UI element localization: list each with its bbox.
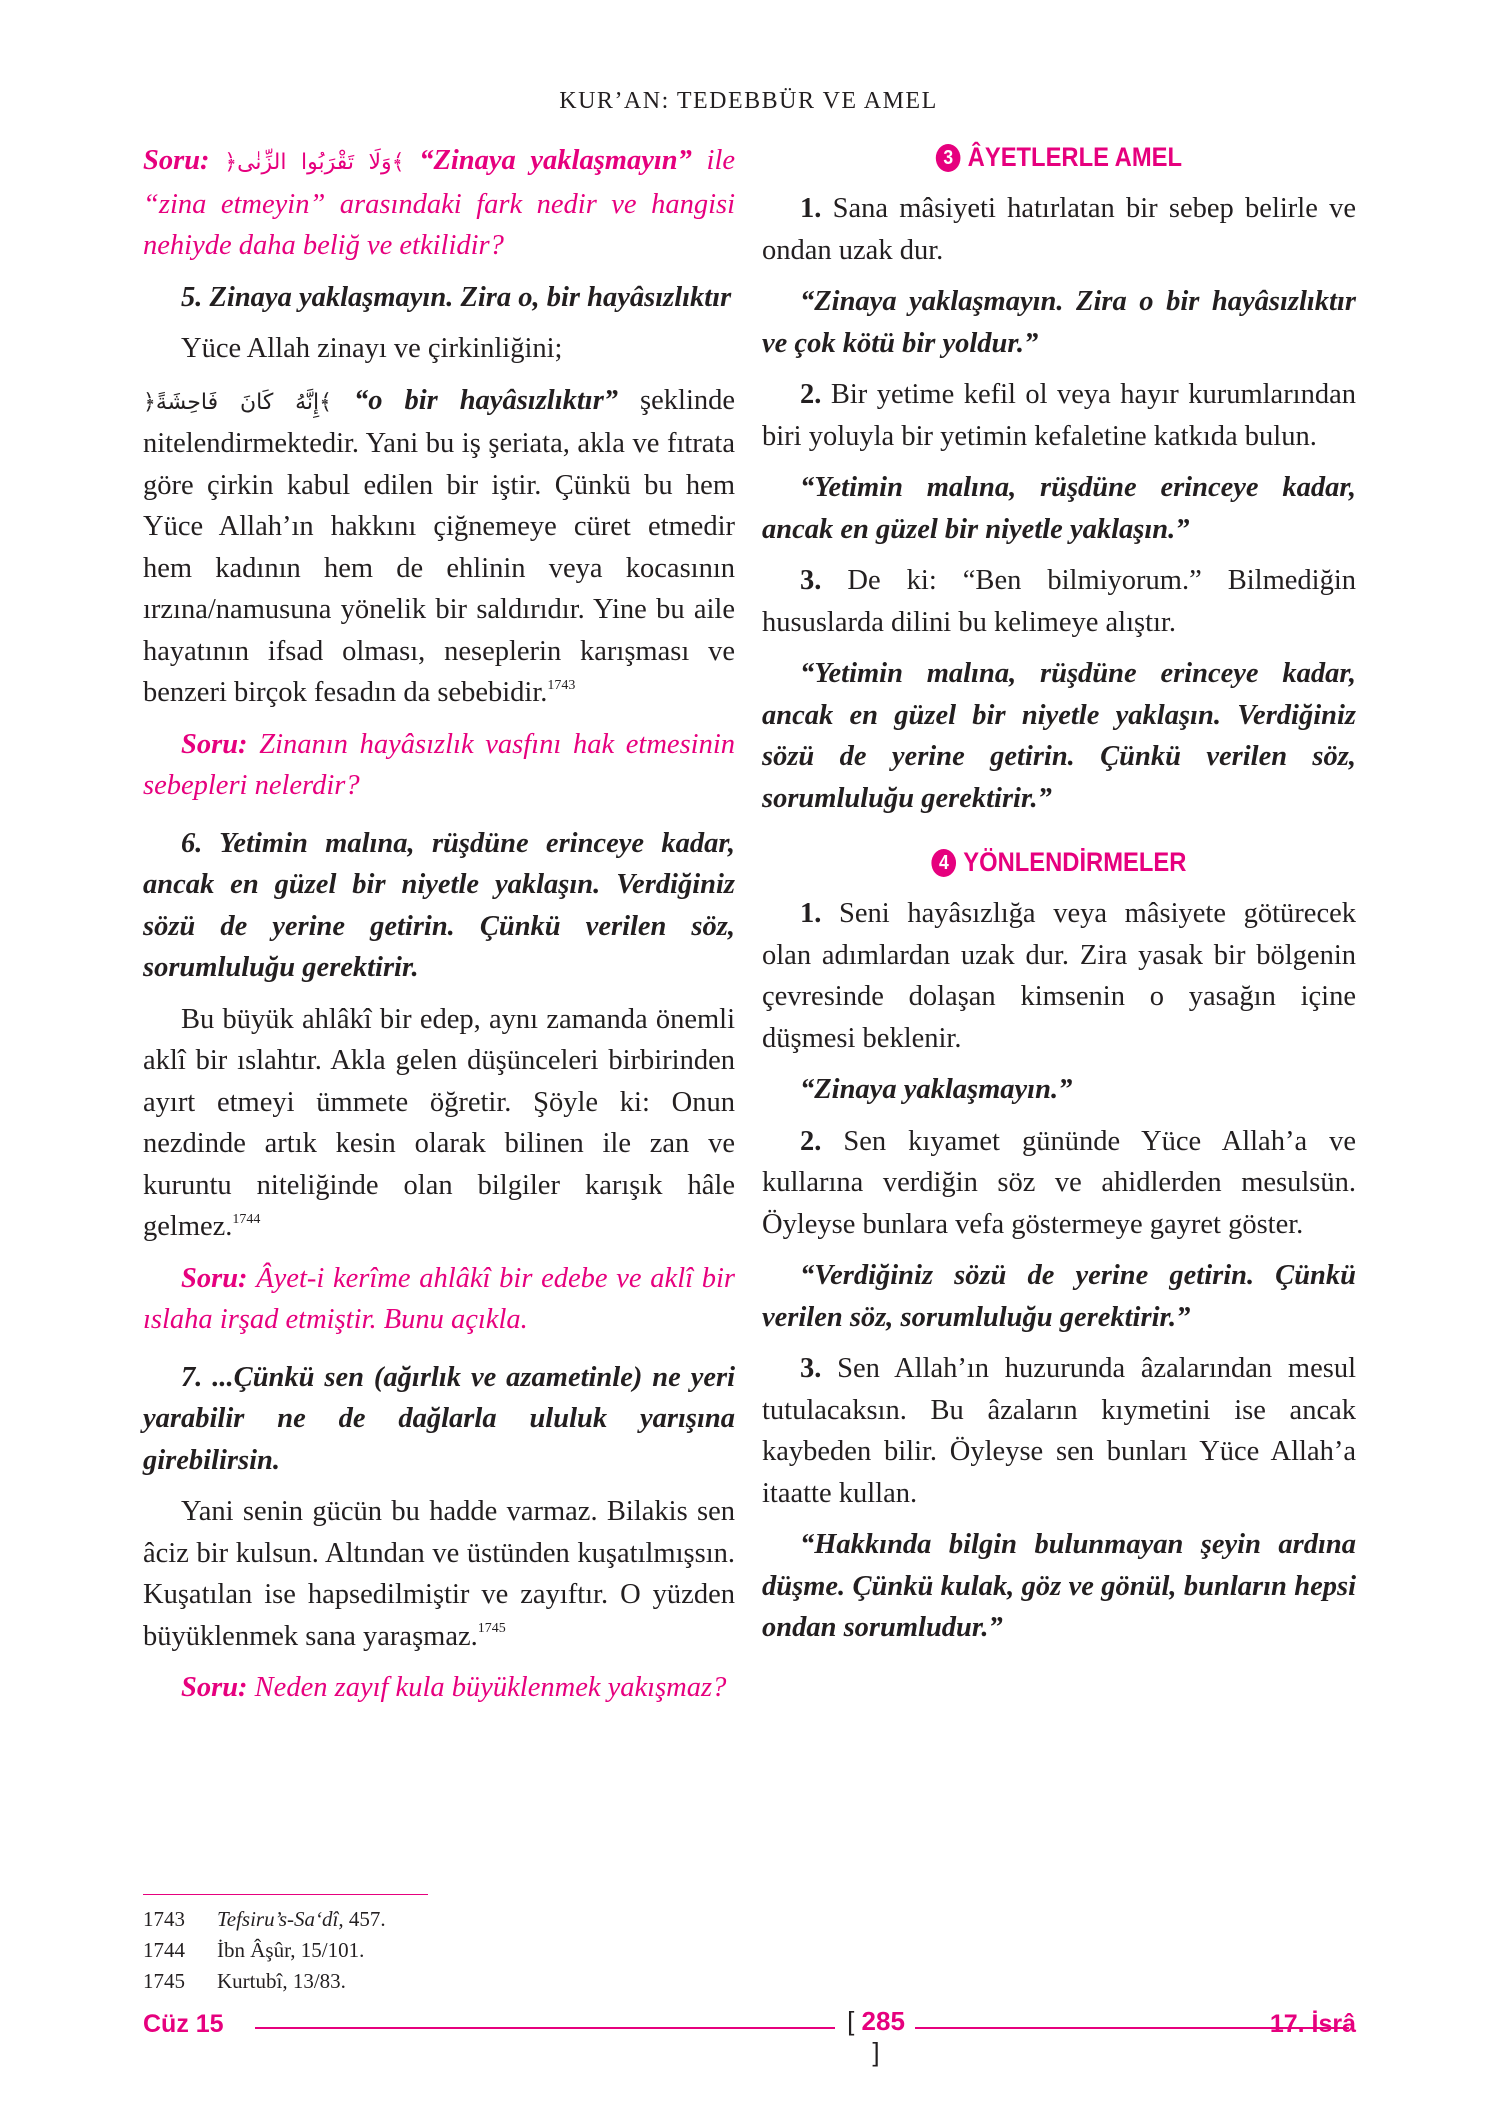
question-label: Soru: bbox=[181, 1672, 248, 1703]
page-number bbox=[843, 2006, 909, 2068]
footnote-page: 457. bbox=[348, 1907, 386, 1931]
footnote-ref[interactable]: 1743 bbox=[547, 677, 576, 693]
guidance-item-1 bbox=[762, 893, 1356, 1059]
item-text: Seni hayâsızlığa veya mâsiyete götürecek olan adımlardan uzak dur. Zira yasak bir bölgenin çevresinde dolaşan kimsenin o yasağın içine düşmesi beklenir. bbox=[762, 898, 1356, 1054]
item-text: Bir yetime kefil ol veya hayır kurumlarından biri yoluyla bir yetimin kefaletine katkıda bulun. bbox=[762, 379, 1357, 452]
paragraph-text: Yani senin gücün bu hadde varmaz. Bilakis sen âciz bir kulsun. Altından ve üstünden kuşatılmışsın. Kuşatılan ise hapsedilmiştir ve zayıftır. O yüzden büyüklenmek sana yaraşmaz. bbox=[143, 1496, 735, 1652]
amel-quote-1: “Zinaya yaklaşmayın. Zira o bir hayâsızlıktır ve çok kötü bir yoldur.” bbox=[762, 286, 1356, 359]
footnote-number: 1743 bbox=[143, 1907, 185, 1931]
bracket-open: [ bbox=[847, 2006, 855, 2036]
section-number-badge: 4 bbox=[932, 849, 957, 877]
right-column bbox=[762, 140, 1356, 1659]
question-quote: “Zinaya yaklaşmayın” bbox=[419, 145, 692, 176]
question-label: Soru: bbox=[181, 1262, 248, 1294]
amel-item-1 bbox=[762, 188, 1356, 271]
footnote-source: Tefsiru’s-Sa‘dî, bbox=[217, 1907, 344, 1931]
footnote bbox=[143, 1904, 843, 1935]
paragraph-text: Bu büyük ahlâkî bir edep, aynı zamanda önemli aklî bir ıslahtır. Akla gelen düşünceleri birbirinden ayırt etmeyi ümmete öğretir. Şöyle ki: Onun nezdinde artık kesin olarak bilinen ile zan ve kuruntu niteliğinde olan bilgiler karışık hâle gelmez. bbox=[143, 1003, 735, 1242]
bracket-close: ] bbox=[872, 2037, 880, 2067]
page-number-value: 285 bbox=[861, 2006, 905, 2036]
arabic-verse: ﴿إِنَّهُ كَانَ فَاحِشَةً﴾ bbox=[143, 389, 333, 415]
item-number: 2. bbox=[800, 1125, 822, 1157]
item-number: 2. bbox=[800, 379, 822, 410]
paragraph-text: şeklinde nitelendirmektedir. Yani bu iş şeriata, akla ve fıtrata göre çirkin kabul edilen bir iştir. Çünkü bu hem Yüce Allah’ın hakkını çiğnemeye cüret etmedir hem kadının hem de ehlinin veya kocasının ırzına/namusuna yönelik bir saldırıdır. Yine bu aile hayatının ifsad olması, neseplerin karışması ve benzeri birçok fesadın da sebebidir. bbox=[143, 384, 736, 708]
question-text: Âyet-i kerîme ahlâkî bir edebe ve aklî bir ıslaha irşad etmiştir. Bunu açıkla. bbox=[143, 1262, 735, 1335]
question-2 bbox=[143, 724, 735, 807]
guidance-item-2 bbox=[762, 1121, 1356, 1246]
footnote-number: 1744 bbox=[143, 1938, 185, 1962]
running-head: KUR’AN: TEDEBBÜR VE AMEL bbox=[559, 88, 938, 114]
verse-7-heading: 7. ...Çünkü sen (ağırlık ve azametinle) ne yeri yarabilir ne de dağlarla ululuk yarışına girebilirsin. bbox=[143, 1361, 735, 1476]
verse-6-heading: 6. Yetimin malına, rüşdüne erinceye kadar, ancak en güzel bir niyetle yaklaşın. Verdiğiniz sözü de yerine getirin. Çünkü verilen söz, sorumluluğu gerektirir. bbox=[143, 827, 735, 983]
inline-quote: “o bir hayâsızlıktır” bbox=[354, 384, 619, 416]
item-number: 3. bbox=[800, 1353, 822, 1384]
arabic-verse: ﴿وَلَا تَقْرَبُوا الزِّنٰى﴾ bbox=[224, 150, 405, 175]
question-text: ile “zina etmeyin” arasındaki fark nedir ve hangisi nehiyde daha beliğ ve etkilidir? bbox=[143, 145, 736, 261]
footer-rule-left bbox=[255, 2027, 835, 2029]
item-text: Sen kıyamet gününde Yüce Allah’a ve kullarına verdiğin söz ve ahidlerden mesulsün. Öyleyse bunlara vefa göstermeye gayret göster. bbox=[762, 1125, 1357, 1240]
section-title: ÂYETLERLE AMEL bbox=[967, 142, 1182, 172]
guidance-quote-1: “Zinaya yaklaşmayın.” bbox=[800, 1074, 1073, 1105]
question-text: Neden zayıf kula büyüklenmek yakışmaz? bbox=[254, 1672, 727, 1703]
question-label: Soru: bbox=[181, 728, 248, 760]
left-column bbox=[143, 140, 735, 1719]
guidance-item-3 bbox=[762, 1348, 1356, 1514]
amel-quote-3: “Yetimin malına, rüşdüne erinceye kadar, ancak en güzel bir niyetle yaklaşın. Verdiğiniz sözü de yerine getirin. Çünkü verilen söz, sorumluluğu gerektirir.” bbox=[762, 658, 1356, 814]
paragraph bbox=[143, 999, 735, 1248]
amel-item-3 bbox=[762, 560, 1356, 643]
juz-label: Cüz 15 bbox=[143, 2010, 224, 2038]
question-1 bbox=[143, 140, 735, 267]
question-3 bbox=[143, 1258, 735, 1341]
paragraph: Yüce Allah zinayı ve çirkinliğini; bbox=[181, 333, 563, 364]
footnote-ref[interactable]: 1744 bbox=[232, 1211, 261, 1227]
footnote-divider bbox=[143, 1894, 428, 1895]
guidance-quote-3: “Hakkında bilgin bulunmayan şeyin ardına düşme. Çünkü kulak, göz ve gönül, bunların hepsi ondan sorumludur.” bbox=[762, 1529, 1356, 1643]
footnote-number: 1745 bbox=[143, 1969, 185, 1993]
surah-label: 17. İsrâ bbox=[1269, 2010, 1356, 2038]
section-number-badge: 3 bbox=[936, 144, 961, 172]
footnotes bbox=[143, 1904, 843, 1997]
footnote bbox=[143, 1966, 843, 1997]
footnote-source: İbn Âşûr, 15/101. bbox=[217, 1938, 365, 1962]
section-3-heading bbox=[798, 140, 1321, 174]
question-label: Soru: bbox=[143, 145, 210, 176]
page-footer bbox=[143, 2006, 1356, 2067]
section-title: YÖNLENDİRMELER bbox=[963, 847, 1187, 877]
section-4-heading bbox=[798, 845, 1321, 879]
item-number: 3. bbox=[800, 565, 822, 596]
footnote-source: Kurtubî, 13/83. bbox=[217, 1969, 346, 1993]
item-number: 1. bbox=[800, 193, 822, 224]
paragraph bbox=[143, 1491, 735, 1657]
amel-item-2 bbox=[762, 374, 1356, 457]
item-text: De ki: “Ben bilmiyorum.” Bilmediğin hususlarda dilini bu kelimeye alıştır. bbox=[762, 565, 1357, 638]
verse-5-heading: 5. Zinaya yaklaşmayın. Zira o, bir hayâsızlıktır bbox=[181, 281, 732, 313]
amel-quote-2: “Yetimin malına, rüşdüne erinceye kadar, ancak en güzel bir niyetle yaklaşın.” bbox=[762, 472, 1356, 545]
item-text: Sen Allah’ın huzurunda âzalarından mesul tutulacaksın. Bu âzaların kıymetini ise ancak kaybeden bilir. Öyleyse sen bunları Yüce Allah’a itaatte kullan. bbox=[762, 1353, 1357, 1509]
footnote bbox=[143, 1935, 843, 1966]
item-text: Sana mâsiyeti hatırlatan bir sebep belirle ve ondan uzak dur. bbox=[762, 193, 1356, 266]
footnote-ref[interactable]: 1745 bbox=[477, 1621, 506, 1636]
guidance-quote-2: “Verdiğiniz sözü de yerine getirin. Çünkü verilen söz, sorumluluğu gerektirir.” bbox=[762, 1260, 1356, 1333]
item-number: 1. bbox=[800, 898, 822, 929]
question-4 bbox=[143, 1667, 735, 1709]
question-text: Zinanın hayâsızlık vasfını hak etmesinin sebepleri nelerdir? bbox=[143, 728, 736, 801]
paragraph bbox=[143, 380, 735, 714]
